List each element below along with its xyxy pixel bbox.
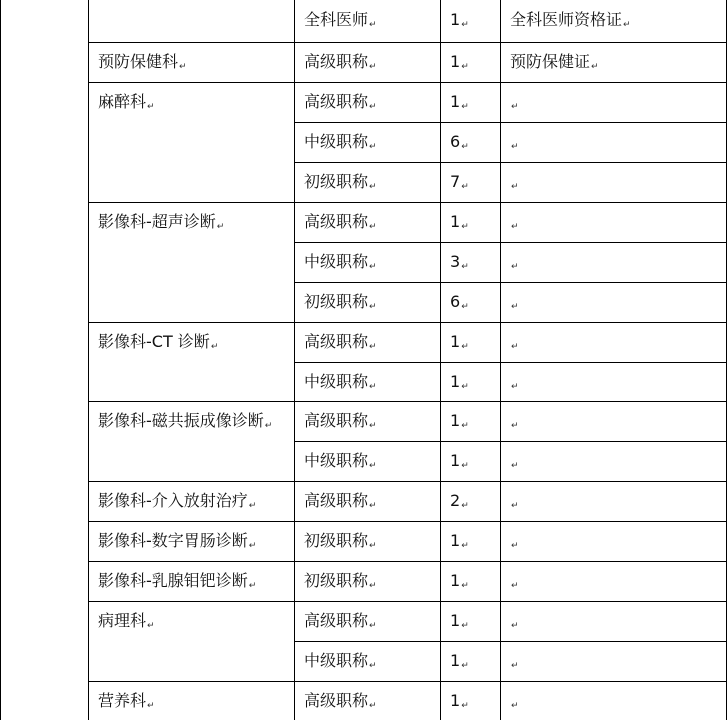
paragraph-mark-icon: ↵ xyxy=(461,262,469,272)
row-border xyxy=(294,202,727,203)
paragraph-mark-icon: ↵ xyxy=(461,342,469,352)
title-cell-text: 高级职称 xyxy=(304,52,369,71)
department-cell xyxy=(98,491,256,516)
paragraph-mark-icon: ↵ xyxy=(461,222,469,232)
row-border xyxy=(294,122,727,123)
title-cell xyxy=(304,531,377,556)
paragraph-mark-icon: ↵ xyxy=(511,382,519,392)
title-cell xyxy=(304,451,377,476)
department-cell-text: 影像科-磁共振成像诊断 xyxy=(98,411,264,430)
note-cell xyxy=(510,451,519,476)
count-cell-text: 7 xyxy=(450,172,461,191)
count-cell-text: 1 xyxy=(450,571,461,590)
title-cell-text: 中级职称 xyxy=(304,132,369,151)
note-cell-text: 全科医师资格证 xyxy=(510,10,623,29)
title-cell xyxy=(304,611,377,636)
title-cell xyxy=(304,252,377,277)
paragraph-mark-icon: ↵ xyxy=(264,421,273,431)
count-cell xyxy=(450,451,469,476)
note-cell xyxy=(510,611,519,636)
note-cell xyxy=(510,252,519,277)
paragraph-mark-icon: ↵ xyxy=(511,421,519,431)
note-cell xyxy=(510,52,599,77)
paragraph-mark-icon: ↵ xyxy=(461,182,469,192)
count-cell xyxy=(450,252,469,277)
title-cell xyxy=(304,292,377,317)
paragraph-mark-icon: ↵ xyxy=(248,541,257,551)
note-cell xyxy=(510,132,519,157)
paragraph-mark-icon: ↵ xyxy=(369,701,377,711)
note-cell xyxy=(510,491,519,516)
paragraph-mark-icon: ↵ xyxy=(461,661,469,671)
title-cell xyxy=(304,372,377,397)
paragraph-mark-icon: ↵ xyxy=(511,142,519,152)
row-border xyxy=(88,401,294,402)
paragraph-mark-icon: ↵ xyxy=(369,302,377,312)
department-cell xyxy=(98,332,218,357)
count-cell-text: 1 xyxy=(450,611,461,630)
row-border xyxy=(88,481,294,482)
row-border xyxy=(294,282,727,283)
count-cell xyxy=(450,411,469,436)
row-border xyxy=(294,641,727,642)
count-cell xyxy=(450,172,469,197)
paragraph-mark-icon: ↵ xyxy=(461,142,469,152)
title-cell-text: 中级职称 xyxy=(304,651,369,670)
note-cell xyxy=(510,411,519,436)
count-cell-text: 1 xyxy=(450,52,461,71)
row-border xyxy=(294,242,727,243)
title-cell xyxy=(304,10,377,35)
note-cell xyxy=(510,571,519,596)
paragraph-mark-icon: ↵ xyxy=(461,541,469,551)
count-cell xyxy=(450,372,469,397)
note-cell xyxy=(510,651,519,676)
count-cell xyxy=(450,571,469,596)
count-cell-text: 1 xyxy=(450,92,461,111)
paragraph-mark-icon: ↵ xyxy=(369,102,377,112)
paragraph-mark-icon: ↵ xyxy=(511,102,519,112)
row-border xyxy=(294,42,727,43)
department-cell xyxy=(98,411,272,436)
paragraph-mark-icon: ↵ xyxy=(511,501,519,511)
department-cell xyxy=(98,531,256,556)
count-cell-text: 2 xyxy=(450,491,461,510)
department-cell-text: 预防保健科 xyxy=(98,52,179,71)
title-cell-text: 中级职称 xyxy=(304,252,369,271)
count-cell-text: 1 xyxy=(450,411,461,430)
paragraph-mark-icon: ↵ xyxy=(461,20,469,30)
title-cell-text: 初级职称 xyxy=(304,571,369,590)
department-cell xyxy=(98,92,155,117)
paragraph-mark-icon: ↵ xyxy=(461,461,469,471)
paragraph-mark-icon: ↵ xyxy=(147,102,155,112)
paragraph-mark-icon: ↵ xyxy=(461,382,469,392)
count-cell-text: 1 xyxy=(450,651,461,670)
paragraph-mark-icon: ↵ xyxy=(369,621,377,631)
title-cell-text: 初级职称 xyxy=(304,292,369,311)
paragraph-mark-icon: ↵ xyxy=(369,661,377,671)
paragraph-mark-icon: ↵ xyxy=(369,142,377,152)
paragraph-mark-icon: ↵ xyxy=(461,621,469,631)
count-cell xyxy=(450,212,469,237)
paragraph-mark-icon: ↵ xyxy=(511,182,519,192)
paragraph-mark-icon: ↵ xyxy=(369,382,377,392)
paragraph-mark-icon: ↵ xyxy=(179,62,187,72)
paragraph-mark-icon: ↵ xyxy=(511,541,519,551)
row-border xyxy=(88,202,294,203)
department-cell xyxy=(98,571,256,596)
count-cell xyxy=(450,491,469,516)
paragraph-mark-icon: ↵ xyxy=(511,701,519,711)
column-border xyxy=(294,0,295,720)
row-border xyxy=(294,162,727,163)
count-cell-text: 1 xyxy=(450,10,461,29)
title-cell-text: 初级职称 xyxy=(304,172,369,191)
title-cell-text: 高级职称 xyxy=(304,212,369,231)
count-cell-text: 1 xyxy=(450,531,461,550)
row-border xyxy=(294,322,727,323)
title-cell-text: 高级职称 xyxy=(304,92,369,111)
row-border xyxy=(294,681,727,682)
paragraph-mark-icon: ↵ xyxy=(248,581,257,591)
paragraph-mark-icon: ↵ xyxy=(369,62,377,72)
column-border xyxy=(440,0,441,720)
department-cell-text: 影像科-超声诊断 xyxy=(98,212,216,231)
department-cell xyxy=(98,212,224,237)
paragraph-mark-icon: ↵ xyxy=(623,20,631,30)
department-cell-text: 影像科-介入放射治疗 xyxy=(98,491,248,510)
row-border xyxy=(88,601,294,602)
paragraph-mark-icon: ↵ xyxy=(461,701,469,711)
title-cell-text: 高级职称 xyxy=(304,332,369,351)
paragraph-mark-icon: ↵ xyxy=(461,581,469,591)
note-cell xyxy=(510,292,519,317)
paragraph-mark-icon: ↵ xyxy=(511,661,519,671)
paragraph-mark-icon: ↵ xyxy=(369,581,377,591)
paragraph-mark-icon: ↵ xyxy=(369,262,377,272)
row-border xyxy=(88,42,294,43)
row-border xyxy=(294,601,727,602)
title-cell xyxy=(304,491,377,516)
paragraph-mark-icon: ↵ xyxy=(369,20,377,30)
note-cell xyxy=(510,531,519,556)
title-cell xyxy=(304,172,377,197)
department-cell-text: 营养科 xyxy=(98,691,147,710)
note-cell xyxy=(510,372,519,397)
row-border xyxy=(294,82,727,83)
row-border xyxy=(88,521,294,522)
row-border xyxy=(294,362,727,363)
count-cell-text: 6 xyxy=(450,292,461,311)
row-border xyxy=(294,481,727,482)
department-cell xyxy=(98,611,155,636)
count-cell xyxy=(450,611,469,636)
paragraph-mark-icon: ↵ xyxy=(461,501,469,511)
title-cell xyxy=(304,212,377,237)
paragraph-mark-icon: ↵ xyxy=(216,222,225,232)
row-border xyxy=(294,401,727,402)
paragraph-mark-icon: ↵ xyxy=(511,621,519,631)
paragraph-mark-icon: ↵ xyxy=(511,581,519,591)
count-cell xyxy=(450,132,469,157)
paragraph-mark-icon: ↵ xyxy=(511,461,519,471)
paragraph-mark-icon: ↵ xyxy=(369,421,377,431)
paragraph-mark-icon: ↵ xyxy=(461,62,469,72)
title-cell xyxy=(304,411,377,436)
title-cell-text: 初级职称 xyxy=(304,531,369,550)
note-cell xyxy=(510,212,519,237)
column-border xyxy=(88,0,89,720)
count-cell xyxy=(450,292,469,317)
title-cell xyxy=(304,92,377,117)
count-cell xyxy=(450,531,469,556)
paragraph-mark-icon: ↵ xyxy=(511,302,519,312)
paragraph-mark-icon: ↵ xyxy=(591,62,599,72)
title-cell-text: 全科医师 xyxy=(304,10,369,29)
row-border xyxy=(88,681,294,682)
note-cell xyxy=(510,92,519,117)
paragraph-mark-icon: ↵ xyxy=(461,302,469,312)
count-cell xyxy=(450,332,469,357)
paragraph-mark-icon: ↵ xyxy=(369,501,377,511)
paragraph-mark-icon: ↵ xyxy=(369,222,377,232)
note-cell xyxy=(510,172,519,197)
department-cell-text: 病理科 xyxy=(98,611,147,630)
row-border xyxy=(294,561,727,562)
count-cell xyxy=(450,92,469,117)
paragraph-mark-icon: ↵ xyxy=(210,342,219,352)
note-cell xyxy=(510,332,519,357)
count-cell xyxy=(450,10,469,35)
count-cell xyxy=(450,691,469,716)
department-cell xyxy=(98,691,155,716)
count-cell-text: 1 xyxy=(450,372,461,391)
note-cell-text: 预防保健证 xyxy=(510,52,591,71)
title-cell-text: 高级职称 xyxy=(304,411,369,430)
column-border xyxy=(726,0,727,720)
paragraph-mark-icon: ↵ xyxy=(248,501,257,511)
title-cell xyxy=(304,132,377,157)
row-border xyxy=(88,561,294,562)
paragraph-mark-icon: ↵ xyxy=(147,621,155,631)
count-cell-text: 1 xyxy=(450,212,461,231)
column-border xyxy=(0,0,1,720)
title-cell-text: 高级职称 xyxy=(304,491,369,510)
count-cell-text: 6 xyxy=(450,132,461,151)
paragraph-mark-icon: ↵ xyxy=(369,342,377,352)
title-cell xyxy=(304,651,377,676)
count-cell xyxy=(450,52,469,77)
paragraph-mark-icon: ↵ xyxy=(511,342,519,352)
department-cell xyxy=(98,52,187,77)
title-cell-text: 中级职称 xyxy=(304,451,369,470)
count-cell-text: 1 xyxy=(450,451,461,470)
count-cell xyxy=(450,651,469,676)
count-cell-text: 3 xyxy=(450,252,461,271)
paragraph-mark-icon: ↵ xyxy=(369,461,377,471)
paragraph-mark-icon: ↵ xyxy=(511,222,519,232)
note-cell xyxy=(510,10,631,35)
paragraph-mark-icon: ↵ xyxy=(461,102,469,112)
title-cell xyxy=(304,691,377,716)
paragraph-mark-icon: ↵ xyxy=(369,541,377,551)
count-cell-text: 1 xyxy=(450,332,461,351)
count-cell-text: 1 xyxy=(450,691,461,710)
department-cell-text: 影像科-数字胃肠诊断 xyxy=(98,531,248,550)
department-cell-text: 麻醉科 xyxy=(98,92,147,111)
title-cell-text: 高级职称 xyxy=(304,691,369,710)
paragraph-mark-icon: ↵ xyxy=(147,701,155,711)
column-border xyxy=(500,0,501,720)
title-cell xyxy=(304,332,377,357)
paragraph-mark-icon: ↵ xyxy=(461,421,469,431)
note-cell xyxy=(510,691,519,716)
title-cell xyxy=(304,571,377,596)
row-border xyxy=(294,521,727,522)
title-cell xyxy=(304,52,377,77)
row-border xyxy=(88,82,294,83)
row-border xyxy=(294,441,727,442)
title-cell-text: 中级职称 xyxy=(304,372,369,391)
department-cell-text: 影像科-CT 诊断 xyxy=(98,332,210,351)
paragraph-mark-icon: ↵ xyxy=(369,182,377,192)
title-cell-text: 高级职称 xyxy=(304,611,369,630)
row-border xyxy=(88,322,294,323)
paragraph-mark-icon: ↵ xyxy=(511,262,519,272)
department-cell-text: 影像科-乳腺钼钯诊断 xyxy=(98,571,248,590)
